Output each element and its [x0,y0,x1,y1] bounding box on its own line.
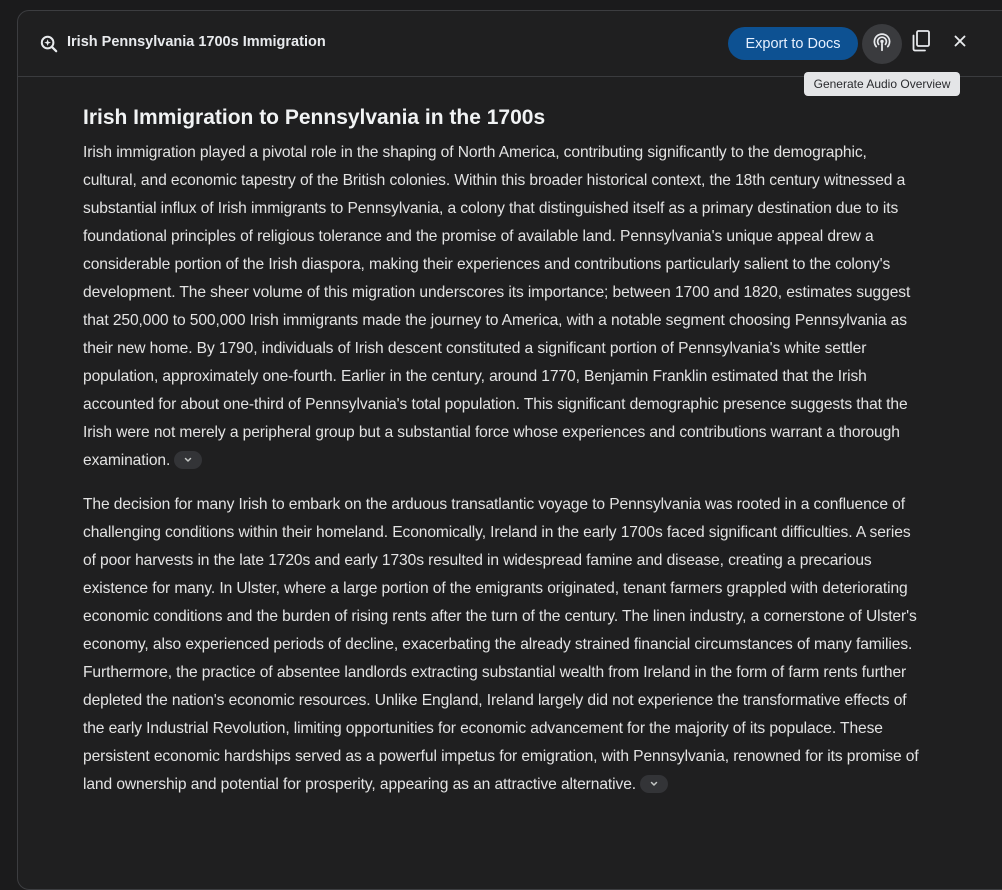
expand-sources-button[interactable] [174,451,202,469]
export-to-docs-button[interactable]: Export to Docs [728,27,858,60]
expand-sources-button[interactable] [640,775,668,793]
close-icon [953,34,967,53]
audio-overview-tooltip: Generate Audio Overview [804,72,960,96]
close-button[interactable] [950,33,970,53]
document-content [83,103,923,799]
copy-icon [910,29,932,58]
panel-title: Irish Pennsylvania 1700s Immigration [67,34,326,50]
chevron-down-icon [649,770,659,798]
paragraph-text: Irish immigration played a pivotal role in the shaping of North America, contributing significantly to the demographic, cultural, and economic tapestry of the British colonies. Within this broader historical context, the 18th century witnessed a substantial influx of Irish immigrants to Pennsylvania, a colony that distinguished itself as a primary destination due to its foundational principles of religious tolerance and the promise of available land. Pennsylvania's unique appeal drew a considerable portion of the Irish diaspora, making their experiences and contributions particularly salient to the colony's development. The sheer volume of this migration underscores its importance; between 1700 and 1820, estimates suggest that 250,000 to 500,000 Irish immigrants made the journey to America, with a notable segment choosing Pennsylvania as their new home. By 1790, individuals of Irish descent constituted a significant portion of Pennsylvania's white settler population, approximately one-fourth. Earlier in the century, around 1770, Benjamin Franklin estimated that the Irish accounted for about one-third of Pennsylvania's total population. This significant demographic presence suggests that the Irish were not merely a peripheral group but a substantial force whose experiences and contributions warrant a thorough examination. [83,144,911,469]
paragraph-text: The decision for many Irish to embark on the arduous transatlantic voyage to Pennsylvania was rooted in a confluence of challenging conditions within their homeland. Economically, Ireland in the early 1700s faced significant difficulties. A series of poor harvests in the late 1720s and early 1730s resulted in widespread famine and disease, creating a precarious existence for many. In Ulster, where a large portion of the emigrants originated, tenant farmers grappled with deteriorating economic conditions and the burden of rising rents after the turn of the century. The linen industry, a cornerstone of Ulster's economy, also experienced periods of decline, exacerbating the already strained financial circumstances of many families. Furthermore, the practice of absentee landlords extracting substantial wealth from Ireland in the form of farm rents further depleted the nation's economic resources. Unlike England, Ireland largely did not experience the transformative effects of the early Industrial Revolution, limiting opportunities for economic advancement for the majority of its populace. These persistent economic hardships served as a powerful impetus for emigration, with Pennsylvania, renowned for its promise of land ownership and potential for prosperity, appearing as an attractive alternative. [83,496,919,793]
paragraph [83,491,923,799]
copy-button[interactable] [908,29,934,57]
generate-audio-button[interactable] [862,24,902,64]
chevron-down-icon [183,446,193,474]
panel-header [18,11,1002,77]
document-title: Irish Immigration to Pennsylvania in the 1700s [83,106,546,129]
paragraph [83,139,923,475]
research-panel [17,10,1002,890]
podcast-icon [872,32,892,57]
deep-research-icon [40,35,58,53]
